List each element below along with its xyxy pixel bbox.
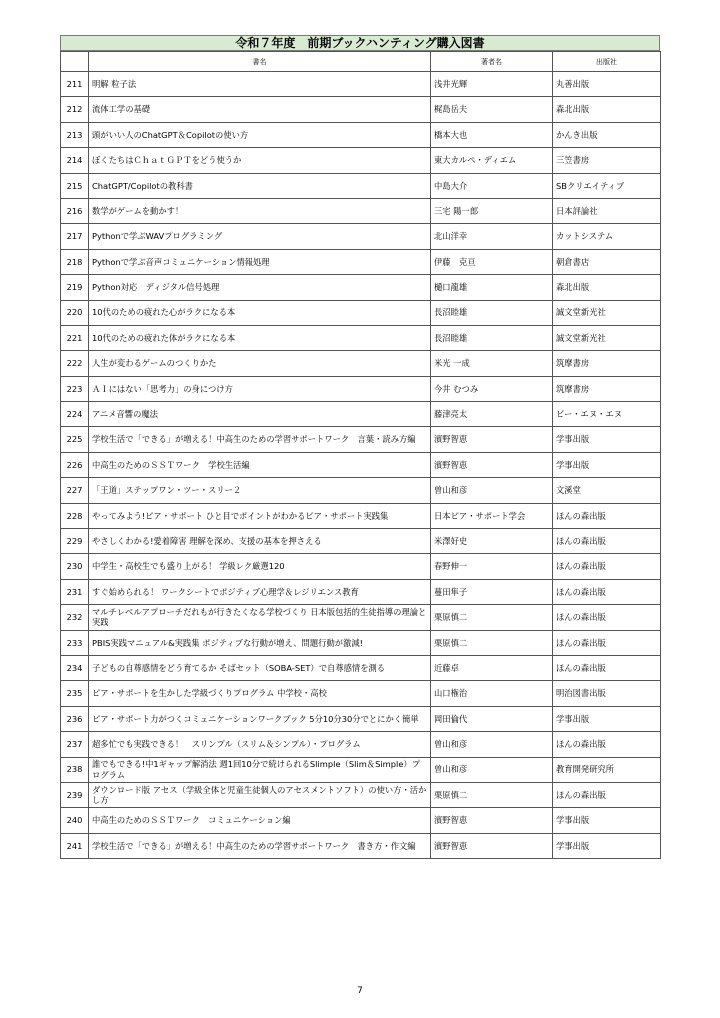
book-number: 213 [61,122,89,147]
table-row [61,833,661,858]
book-list-table [60,51,661,859]
table-body [61,72,661,859]
book-publisher: ほんの森出版 [553,732,661,757]
book-publisher: 学事出版 [553,833,661,858]
table-row [61,452,661,477]
book-title: 子どもの自尊感情をどう育てるか そばセット（SOBA-SET）で自尊感情を測る [89,655,431,680]
book-author: 曽山和彦 [431,757,553,782]
book-number: 222 [61,351,89,376]
book-publisher: ほんの森出版 [553,655,661,680]
book-number: 221 [61,325,89,350]
book-title: Pythonで学ぶ音声コミュニケーション情報処理 [89,249,431,274]
book-publisher: SBクリエイティブ [553,173,661,198]
table-row [61,122,661,147]
book-publisher: ほんの森出版 [553,782,661,807]
table-row [61,249,661,274]
book-number: 241 [61,833,89,858]
book-title: ピア・サポート力がつくコミュニケーションワークブック 5分10分30分でとにかく簡単 [89,706,431,731]
book-title: マルチレベルアプローチだれもが行きたくなる学校づくり 日本版包括的生徒指導の理論と実践 [89,605,431,630]
book-title: 中高生のためのＳＳＴワーク 学校生活編 [89,452,431,477]
book-number: 229 [61,529,89,554]
book-title: 10代のための疲れた体がラクになる本 [89,325,431,350]
table-row [61,148,661,173]
book-publisher: 朝倉書店 [553,249,661,274]
book-author: 三宅 陽一郎 [431,198,553,223]
book-title: 人生が変わるゲームのつくりかた [89,351,431,376]
header-publisher: 出版社 [553,52,661,72]
table-row [61,706,661,731]
book-author: 北山洋幸 [431,224,553,249]
book-publisher: ほんの森出版 [553,579,661,604]
book-title: やってみよう!ピア・サポート ひと目でポイントがわかるピア・サポート実践集 [89,503,431,528]
book-publisher: 三笠書房 [553,148,661,173]
page-title: 令和７年度 前期ブックハンティング購入図書 [60,35,660,51]
book-title: 誰でもできる!中1ギャップ解消法 週1回10分で続けられるSlimple（Slim＆Simple）プログラム [89,757,431,782]
book-author: 今井 むつみ [431,376,553,401]
book-number: 223 [61,376,89,401]
header-author: 著者名 [431,52,553,72]
book-number: 220 [61,300,89,325]
book-publisher: 文溪堂 [553,478,661,503]
book-author: 米澤好史 [431,529,553,554]
book-publisher: 教育開発研究所 [553,757,661,782]
book-publisher: 学事出版 [553,452,661,477]
book-author: 栗原慎二 [431,605,553,630]
book-number: 211 [61,72,89,97]
book-author: 曽山和彦 [431,732,553,757]
page-number: 7 [357,986,363,996]
book-number: 234 [61,655,89,680]
table-row [61,275,661,300]
book-number: 225 [61,427,89,452]
book-number: 233 [61,630,89,655]
book-title: 学校生活で「できる」が増える！中高生のための学習サポートワーク 言葉・読み方編 [89,427,431,452]
table-row [61,224,661,249]
book-number: 237 [61,732,89,757]
table-row [61,97,661,122]
book-number: 240 [61,808,89,833]
book-author: 中島大介 [431,173,553,198]
book-title: PBIS実践マニュアル&実践集 ポジティブな行動が増え、問題行動が激減! [89,630,431,655]
book-author: 蔓田隼子 [431,579,553,604]
book-title: ＡＩにはない「思考力」の身につけ方 [89,376,431,401]
book-title: 頭がいい人のChatGPT＆Copilotの使い方 [89,122,431,147]
book-publisher: 日本評論社 [553,198,661,223]
book-publisher: 学事出版 [553,808,661,833]
table-row [61,681,661,706]
book-number: 224 [61,402,89,427]
table-row [61,605,661,630]
book-author: 梶島岳夫 [431,97,553,122]
book-author: 伊藤 克亘 [431,249,553,274]
book-number: 212 [61,97,89,122]
table-row [61,503,661,528]
book-publisher: ほんの森出版 [553,630,661,655]
table-row [61,351,661,376]
book-number: 232 [61,605,89,630]
book-title: ぼくたちはＣｈａｔＧＰＴをどう使うか [89,148,431,173]
book-publisher: ほんの森出版 [553,554,661,579]
book-author: 日本ピア・サポート学会 [431,503,553,528]
book-title: 学校生活で「できる」が増える！中高生のための学習サポートワーク 書き方・作文編 [89,833,431,858]
book-publisher: かんき出版 [553,122,661,147]
book-publisher: ほんの森出版 [553,503,661,528]
book-author: 長沼睦雄 [431,300,553,325]
book-author: 長沼睦雄 [431,325,553,350]
book-title: Pythonで学ぶWAVプログラミング [89,224,431,249]
table-row [61,579,661,604]
book-publisher: 森北出版 [553,275,661,300]
book-number: 217 [61,224,89,249]
book-number: 227 [61,478,89,503]
book-author: 春野伸一 [431,554,553,579]
book-title: 明解 粒子法 [89,72,431,97]
book-publisher: 筑摩書房 [553,376,661,401]
book-number: 218 [61,249,89,274]
book-publisher: 学事出版 [553,706,661,731]
book-author: 濱野智恵 [431,808,553,833]
book-number: 236 [61,706,89,731]
book-number: 215 [61,173,89,198]
table-row [61,757,661,782]
book-number: 239 [61,782,89,807]
book-title: 10代のための疲れた心がラクになる本 [89,300,431,325]
book-publisher: カットシステム [553,224,661,249]
table-row [61,376,661,401]
header-number [61,52,89,72]
book-number: 219 [61,275,89,300]
book-author: 樋口龍雄 [431,275,553,300]
book-author: 藤津亮太 [431,402,553,427]
table-row [61,732,661,757]
book-publisher: ビー・エヌ・エヌ [553,402,661,427]
book-author: 東大カルペ・ディエム [431,148,553,173]
book-number: 216 [61,198,89,223]
book-title: 流体工学の基礎 [89,97,431,122]
book-number: 226 [61,452,89,477]
book-number: 214 [61,148,89,173]
book-number: 238 [61,757,89,782]
table-row [61,198,661,223]
book-title: 中高生のためのＳＳＴワーク コミュニケーション編 [89,808,431,833]
table-row [61,554,661,579]
book-author: 栗原慎二 [431,782,553,807]
book-title: ChatGPT/Copilotの教科書 [89,173,431,198]
table-row [61,808,661,833]
table-row [61,655,661,680]
book-author: 濱野智恵 [431,427,553,452]
book-publisher: 筑摩書房 [553,351,661,376]
book-title: ピア・サポートを生かした学級づくりプログラム 中学校・高校 [89,681,431,706]
book-number: 231 [61,579,89,604]
table-row [61,427,661,452]
header-title: 書名 [89,52,431,72]
book-publisher: 丸善出版 [553,72,661,97]
book-author: 濱野智恵 [431,833,553,858]
table-row [61,72,661,97]
table-row [61,630,661,655]
book-title: やさしくわかる!愛着障害 理解を深め、支援の基本を押さえる [89,529,431,554]
book-author: 浅井光輝 [431,72,553,97]
book-number: 235 [61,681,89,706]
book-publisher: 明治図書出版 [553,681,661,706]
table-row [61,173,661,198]
book-author: 濱野智恵 [431,452,553,477]
table-header-row [61,52,661,72]
table-row [61,300,661,325]
book-author: 曽山和彦 [431,478,553,503]
book-publisher: 誠文堂新光社 [553,325,661,350]
table-row [61,782,661,807]
book-title: 数学がゲームを動かす！ [89,198,431,223]
table-row [61,529,661,554]
book-title: 超多忙でも実践できる！ スリンプル（スリム＆シンプル）・プログラム [89,732,431,757]
book-title: 「王道」ステップワン・ツー・スリー２ [89,478,431,503]
book-author: 山口権治 [431,681,553,706]
book-author: 橋本大也 [431,122,553,147]
book-publisher: 森北出版 [553,97,661,122]
book-publisher: ほんの森出版 [553,605,661,630]
book-publisher: ほんの森出版 [553,529,661,554]
book-author: 栗原慎二 [431,630,553,655]
book-author: 岡田倫代 [431,706,553,731]
book-number: 228 [61,503,89,528]
table-row [61,478,661,503]
book-author: 近藤卓 [431,655,553,680]
book-publisher: 学事出版 [553,427,661,452]
book-publisher: 誠文堂新光社 [553,300,661,325]
book-title: アニメ音響の魔法 [89,402,431,427]
book-number: 230 [61,554,89,579]
table-row [61,402,661,427]
book-author: 米光 一成 [431,351,553,376]
book-title: ダウンロード版 アセス（学級全体と児童生徒個人のアセスメントソフト）の使い方・活かし方 [89,782,431,807]
table-row [61,325,661,350]
book-title: すぐ始められる！ ワークシートでポジティブ心理学＆レジリエンス教育 [89,579,431,604]
book-title: Python対応 ディジタル信号処理 [89,275,431,300]
book-title: 中学生・高校生でも盛り上がる！ 学級レク厳選120 [89,554,431,579]
